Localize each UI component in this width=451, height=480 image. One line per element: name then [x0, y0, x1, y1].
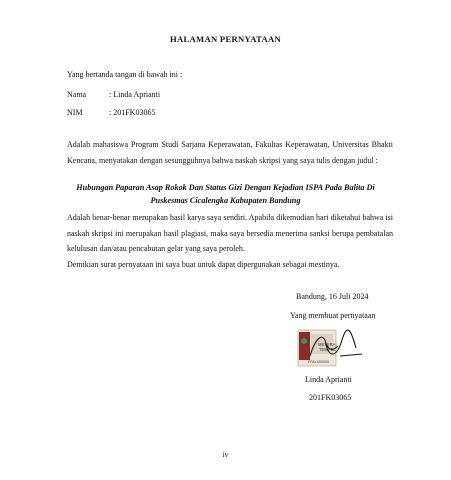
stamp-green-emblem — [301, 338, 307, 344]
nim-value: : 201FK03065 — [109, 108, 156, 117]
paragraph-closing: Demikian surat pernyataan ini saya buat untuk dapat dipergunakan sebagai mestinya. — [67, 260, 340, 269]
nim-row — [67, 108, 155, 117]
thesis-title — [40, 182, 411, 207]
signer-label: Yang membuat pernyataan — [290, 311, 376, 320]
signer-nim: 201FK03065 — [309, 393, 352, 402]
name-row — [67, 90, 160, 99]
intro-text: Yang bertanda tangan di bawah ini : — [67, 70, 183, 79]
nim-label: NIM — [67, 108, 83, 117]
page-number: iv — [222, 450, 229, 459]
paragraph-declaration: Adalah benar-benar merupakan hasil karya saya sendiri. Apabila dikemudian hari diketahui bahwa isi naskah skripsi ini merupakan hasil plagiasi, maka saya bersedia menerima sanksi berupa pembatalan kelulusan dan/atau pencabutan gelar yang saya peroleh. — [67, 213, 393, 253]
signer-name: Linda Aprianti — [305, 375, 352, 384]
place-date: Bandung, 16 Juli 2024 — [296, 292, 369, 301]
stamp-serial: FFALX00000 — [308, 360, 329, 364]
stamp-text-tempel: TEMPEL — [319, 347, 336, 352]
stamp-red-block — [299, 332, 310, 360]
name-value: : Linda Aprianti — [109, 90, 161, 99]
signature-stamp — [296, 326, 366, 370]
page-title: HALAMAN PERNYATAAN — [170, 34, 281, 44]
thesis-title-line-2: Puskesmas Cicalengka Kabupaten Bandung — [150, 195, 301, 205]
name-label: Nama — [67, 90, 87, 99]
stamp-text-meterai: METERAI — [318, 342, 337, 347]
thesis-title-line-1: Hubungan Paparan Asap Rokok Dan Status Gizi Dengan Kejadian ISPA Pada Balita Di — [76, 183, 375, 192]
paragraph-identity: Adalah mahasiswa Program Studi Sarjana Keperawatan, Fakultas Keperawatan, Universitas Bhakti Kencana, menyatakan dengan sesungguhnya bahwa naskah skripsi yang saya tulis dengan judul : — [67, 140, 393, 165]
